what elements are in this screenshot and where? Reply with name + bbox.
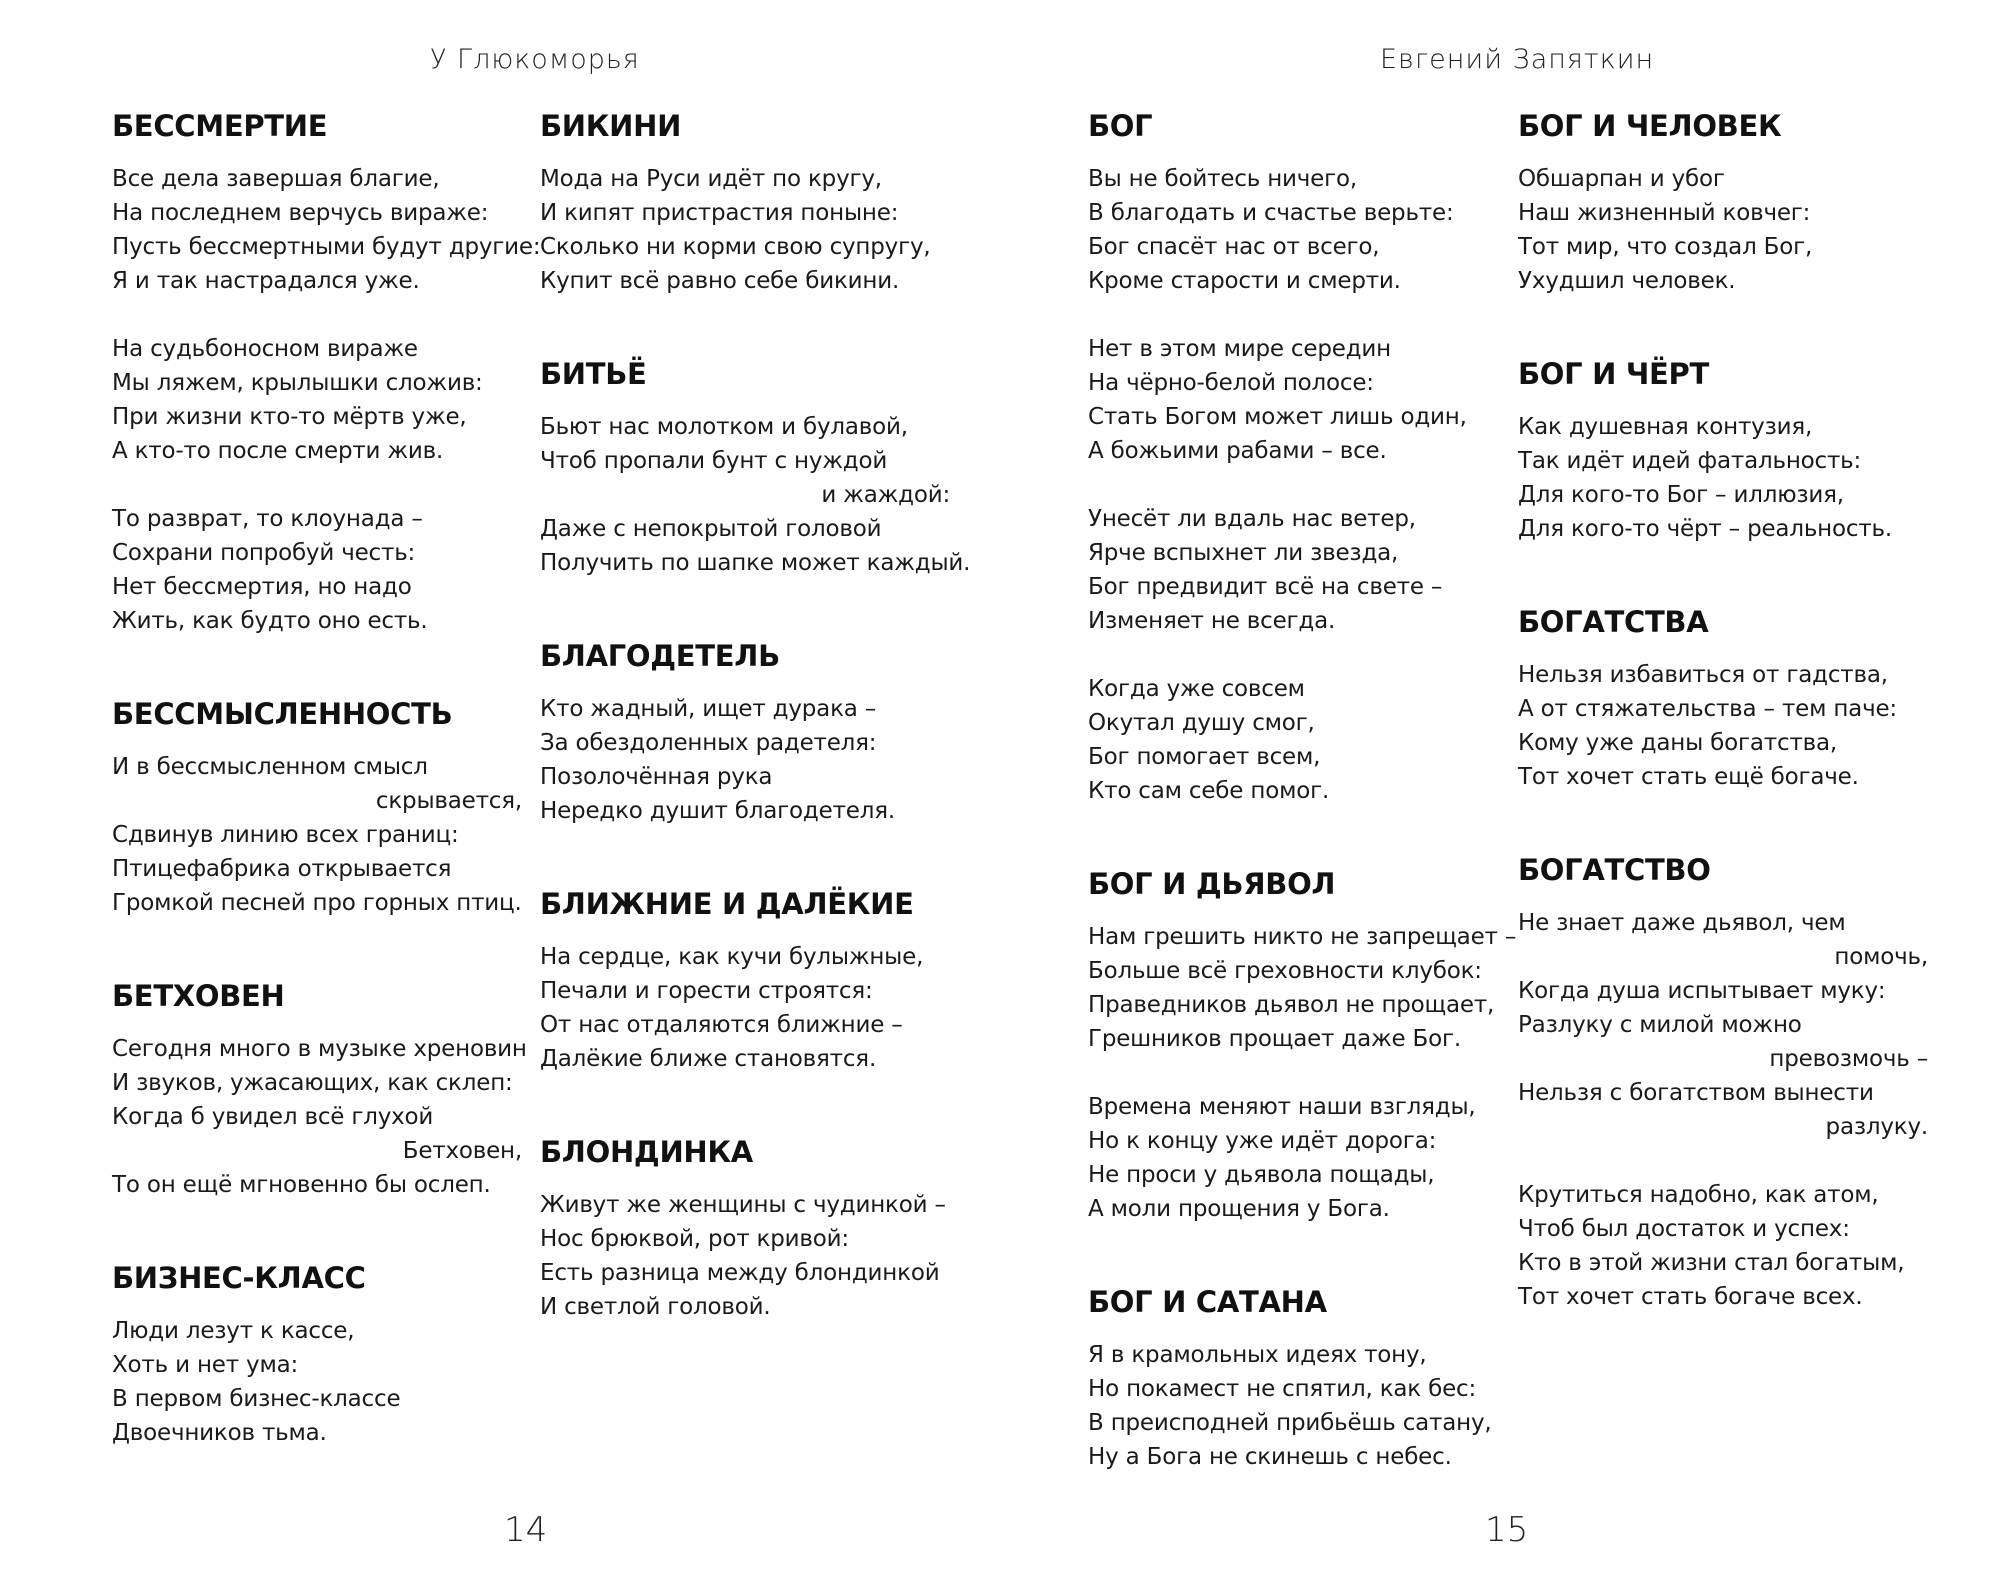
verse-line-continuation: помочь, [1834,944,1928,970]
verse-line: Все дела завершая благие, [112,166,440,192]
verse-line-continuation: разлуку. [1825,1114,1928,1140]
poem-title: БОГАТСТВО [1518,853,1711,887]
verse-line: Так идёт идей фатальность: [1518,448,1862,474]
poem-entry [540,1134,960,1324]
verse-line: Бог помогает всем, [1088,744,1321,770]
poem-entry [112,696,532,920]
verse-line: Тот хочет стать богаче всех. [1518,1284,1863,1310]
verse-line: Тот хочет стать ещё богаче. [1518,764,1859,790]
verse-line-continuation: Бетховен, [402,1138,522,1164]
stanza [540,692,960,828]
poem-title: БЛОНДИНКА [540,1135,753,1169]
verse-line: Мы ляжем, крылышки сложив: [112,370,483,396]
verse-line: Ну а Бога не скинешь с небес. [1088,1444,1452,1470]
verse-line: За обездоленных радетеля: [540,730,877,756]
verse-line: Нельзя с богатством вынести [1518,1080,1874,1106]
verse-line: Как душевная контузия, [1518,414,1813,440]
stanza [1088,502,1508,638]
verse-line: Купит всё равно себе бикини. [540,268,900,294]
verse-line: Но покамест не спятил, как бес: [1088,1376,1477,1402]
verse-line: Кто в этой жизни стал богатым, [1518,1250,1905,1276]
stanza [112,1314,532,1450]
stanza [1088,920,1517,1056]
verse-line: Бог предвидит всё на свете – [1088,574,1443,600]
verse-line: Я и так настрадался уже. [112,268,420,294]
poem-title: БЛИЖНИЕ И ДАЛЁКИЕ [540,887,914,921]
poem-title: БИЗНЕС-КЛАСС [112,1261,366,1295]
verse-line: Обшарпан и убог [1518,166,1725,192]
poem-entry [112,108,541,638]
poem-title: БИТЬЁ [540,357,647,391]
poem-entry [1088,1284,1508,1474]
verse-line: Разлуку с милой можно [1518,1012,1802,1038]
verse-line: Чтоб пропали бунт с нуждой [540,448,888,474]
poem-title: БИКИНИ [540,109,682,143]
verse-line: На последнем верчусь вираже: [112,200,489,226]
verse-line: Ярче вспыхнет ли звезда, [1088,540,1399,566]
verse-line: Нельзя избавиться от гадства, [1518,662,1888,688]
poem-entry [540,638,960,828]
right-column-2 [1518,108,1938,1372]
verse-line: Крутиться надобно, как атом, [1518,1182,1879,1208]
verse-line: Люди лезут к кассе, [112,1318,355,1344]
verse-line: И светлой головой. [540,1294,771,1320]
page-number: 15 [1485,1510,1529,1550]
poem-title: БЛАГОДЕТЕЛЬ [540,639,780,673]
verse-line: Унесёт ли вдаль нас ветер, [1088,506,1416,532]
verse-line: Далёкие ближе становятся. [540,1046,877,1072]
verse-line: В благодать и счастье верьте: [1088,200,1454,226]
verse-line: Громкой песней про горных птиц. [112,890,522,916]
stanza [1088,672,1508,808]
verse-line: Сдвинув линию всех границ: [112,822,459,848]
verse-line: Кто жадный, ищет дурака – [540,696,877,722]
verse-line: Но к концу уже идёт дорога: [1088,1128,1437,1154]
stanza [1518,906,1938,1144]
poem-title: БЕССМЕРТИЕ [112,109,328,143]
verse-line: Праведников дьявол не прощает, [1088,992,1495,1018]
verse-line: Грешников прощает даже Бог. [1088,1026,1461,1052]
stanza [540,410,971,580]
verse-line: Жить, как будто оно есть. [112,608,428,634]
verse-line: Получить по шапке может каждый. [540,550,971,576]
verse-line: Мода на Руси идёт по кругу, [540,166,882,192]
left-column-2 [540,108,971,1382]
poem-title: БОГ И ЧЁРТ [1518,357,1709,391]
verse-line: И звуков, ужасающих, как склеп: [112,1070,513,1096]
verse-line: То разврат, то клоунада – [112,506,423,532]
verse-line: В первом бизнес-классе [112,1386,401,1412]
verse-line-continuation: и жаждой: [821,482,950,508]
verse-line: Нет бессмертия, но надо [112,574,412,600]
verse-line: Кроме старости и смерти. [1088,268,1401,294]
verse-line: Для кого-то Бог – иллюзия, [1518,482,1844,508]
verse-line: Времена меняют наши взгляды, [1088,1094,1476,1120]
verse-line: Когда душа испытывает муку: [1518,978,1886,1004]
poem-entry [112,1260,532,1450]
verse-line: Я в крамольных идеях тону, [1088,1342,1427,1368]
right-page [1000,0,2000,1574]
verse-line: А кто-то после смерти жив. [112,438,444,464]
poem-entry [1088,108,1508,808]
running-head-author: Евгений Запяткин [1380,44,1655,75]
verse-line: Не проси у дьявола пощады, [1088,1162,1435,1188]
verse-line: Сегодня много в музыке хреновин [112,1036,527,1062]
stanza [1088,332,1508,468]
stanza [112,502,532,638]
verse-line: Бьют нас молотком и булавой, [540,414,908,440]
stanza [1088,1090,1508,1226]
verse-line: Даже с непокрытой головой [540,516,882,542]
poem-entry [112,978,532,1202]
verse-line: Когда уже совсем [1088,676,1305,702]
verse-line: Хоть и нет ума: [112,1352,299,1378]
poem-title: БЕССМЫСЛЕННОСТЬ [112,697,453,731]
poem-entry [540,886,960,1076]
page-number: 14 [504,1510,548,1550]
verse-line: Наш жизненный ковчег: [1518,200,1811,226]
verse-line: Не знает даже дьявол, чем [1518,910,1846,936]
verse-line: На чёрно-белой полосе: [1088,370,1374,396]
verse-line: Есть разница между блондинкой [540,1260,940,1286]
verse-line: И в бессмысленном смысл [112,754,428,780]
verse-line: Для кого-то чёрт – реальность. [1518,516,1892,542]
left-column-1 [112,108,541,1508]
stanza [1518,410,1938,546]
verse-line: Пусть бессмертными будут другие: [112,234,541,260]
verse-line: Стать Богом может лишь один, [1088,404,1467,430]
verse-line: На сердце, как кучи булыжные, [540,944,924,970]
stanza [1518,162,1938,298]
verse-line: От нас отдаляются ближние – [540,1012,903,1038]
stanza [540,162,960,298]
verse-line: Нет в этом мире середин [1088,336,1391,362]
verse-line: Нос брюквой, рот кривой: [540,1226,849,1252]
verse-line: Кто сам себе помог. [1088,778,1330,804]
stanza [540,1188,960,1324]
poem-entry [1518,356,1938,546]
verse-line: Ухудшил человек. [1518,268,1736,294]
right-column-1 [1088,108,1517,1532]
poem-title: БОГАТСТВА [1518,605,1709,639]
running-head-book-title: У Глюкоморья [430,44,640,75]
stanza [112,162,541,298]
poem-entry [1088,866,1517,1226]
stanza [112,750,532,920]
verse-line-continuation: скрывается, [375,788,522,814]
verse-line: На судьбоносном вираже [112,336,418,362]
verse-line: Изменяет не всегда. [1088,608,1336,634]
verse-line: При жизни кто-то мёртв уже, [112,404,467,430]
verse-line: А божьими рабами – все. [1088,438,1387,464]
poem-title: БОГ И САТАНА [1088,1285,1327,1319]
verse-line: Когда б увидел всё глухой [112,1104,434,1130]
poem-entry [1518,108,1938,298]
verse-line: Тот мир, что создал Бог, [1518,234,1813,260]
stanza [112,332,532,468]
verse-line: Нередко душит благодетеля. [540,798,895,824]
stanza [1088,162,1508,298]
verse-line: Печали и горести строятся: [540,978,873,1004]
stanza [112,1032,532,1202]
poem-title: БОГ И ЧЕЛОВЕК [1518,109,1782,143]
verse-line: Позолочённая рука [540,764,773,790]
poem-title: БОГ И ДЬЯВОЛ [1088,867,1336,901]
poem-title: БОГ [1088,109,1153,143]
stanza [1518,658,1938,794]
verse-line: А от стяжательства – тем паче: [1518,696,1897,722]
verse-line: То он ещё мгновенно бы ослеп. [112,1172,491,1198]
verse-line: Двоечников тьма. [112,1420,327,1446]
verse-line: Птицефабрика открывается [112,856,452,882]
verse-line: Чтоб был достаток и успех: [1518,1216,1850,1242]
verse-line: Бог спасёт нас от всего, [1088,234,1380,260]
verse-line-continuation: превозмочь – [1769,1046,1928,1072]
verse-line: А моли прощения у Бога. [1088,1196,1390,1222]
poem-entry [540,108,960,298]
poem-entry [1518,852,1938,1314]
verse-line: Больше всё греховности клубок: [1088,958,1482,984]
stanza [1088,1338,1508,1474]
poem-title: БЕТХОВЕН [112,979,285,1013]
verse-line: Живут же женщины с чудинкой – [540,1192,946,1218]
verse-line: Нам грешить никто не запрещает – [1088,924,1517,950]
verse-line: В преисподней прибьёшь сатану, [1088,1410,1492,1436]
poem-entry [540,356,971,580]
verse-line: Кому уже даны богатства, [1518,730,1838,756]
verse-line: Окутал душу смог, [1088,710,1315,736]
verse-line: Сколько ни корми свою супругу, [540,234,931,260]
stanza [1518,1178,1938,1314]
verse-line: Сохрани попробуй честь: [112,540,416,566]
verse-line: И кипят пристрастия поныне: [540,200,899,226]
stanza [540,940,960,1076]
poem-entry [1518,604,1938,794]
verse-line: Вы не бойтесь ничего, [1088,166,1358,192]
